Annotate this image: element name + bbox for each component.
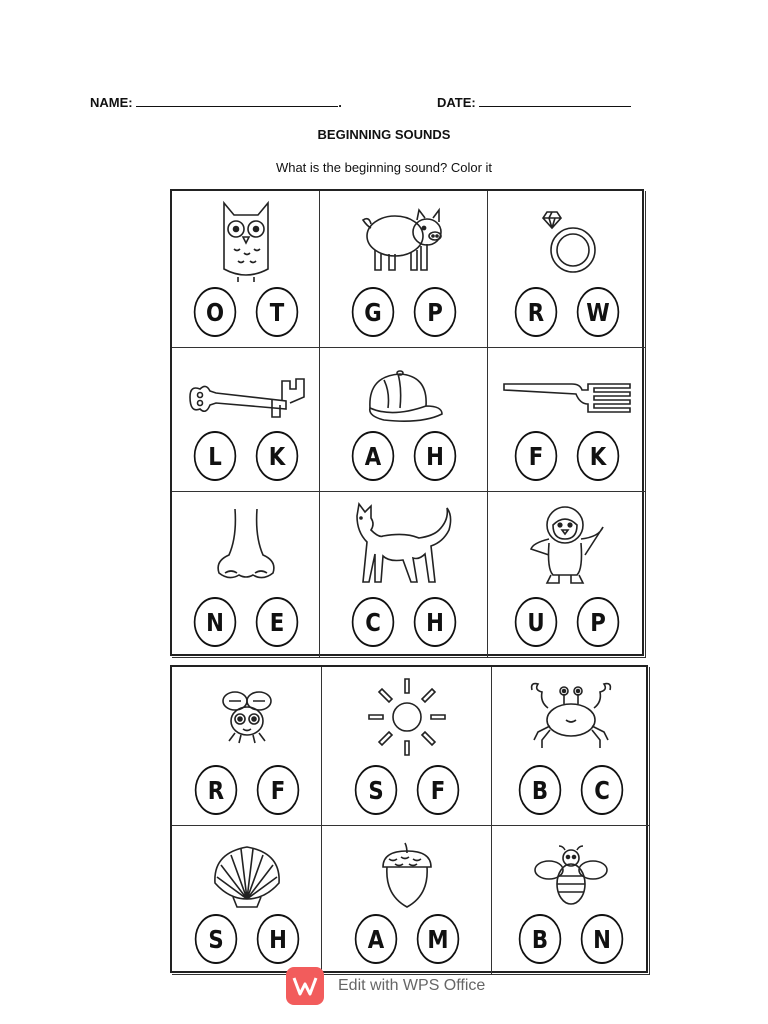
option-circle[interactable]: U — [514, 597, 557, 647]
option-circle[interactable]: H — [256, 914, 299, 964]
option-circle[interactable]: H — [413, 431, 456, 481]
option-circle[interactable]: C — [580, 765, 623, 815]
wps-logo-icon — [286, 967, 324, 1005]
card-cat — [320, 492, 488, 658]
date-line[interactable] — [479, 94, 631, 107]
instruction-text: What is the beginning sound? Color it — [275, 160, 493, 175]
option-circle[interactable]: E — [255, 597, 298, 647]
option-circle[interactable]: W — [576, 287, 619, 337]
option-circle[interactable]: K — [255, 431, 298, 481]
penguin-icon — [529, 503, 605, 587]
card-bee — [492, 826, 650, 975]
sun-icon — [367, 677, 447, 757]
option-circle[interactable]: P — [576, 597, 619, 647]
pig-icon — [359, 206, 449, 276]
picture-grid-2 — [170, 665, 648, 973]
picture-grid-1 — [170, 189, 644, 656]
ring-icon — [535, 206, 599, 276]
option-circle[interactable]: S — [354, 765, 397, 815]
option-circle[interactable]: F — [514, 431, 557, 481]
card-pig — [320, 191, 488, 348]
card-hat — [320, 348, 488, 492]
option-circle[interactable]: B — [518, 914, 561, 964]
name-label: NAME: — [90, 95, 133, 110]
card-shell — [172, 826, 322, 975]
nose-icon — [211, 507, 281, 587]
option-circle[interactable]: M — [416, 914, 459, 964]
cap-icon — [362, 368, 446, 428]
key-icon — [186, 375, 306, 421]
option-circle[interactable]: F — [416, 765, 459, 815]
card-nose — [172, 492, 320, 658]
card-crab — [492, 667, 650, 826]
option-circle[interactable]: L — [193, 431, 236, 481]
option-circle[interactable]: H — [413, 597, 456, 647]
option-circle[interactable]: R — [514, 287, 557, 337]
card-acorn — [322, 826, 492, 975]
option-circle[interactable]: F — [256, 765, 299, 815]
acorn-icon — [377, 841, 437, 911]
cat-icon — [349, 502, 459, 588]
date-label: DATE: — [437, 95, 476, 110]
fly-icon — [217, 687, 277, 747]
option-circle[interactable]: N — [193, 597, 236, 647]
option-circle[interactable]: N — [580, 914, 623, 964]
wps-text: Edit with WPS Office — [338, 977, 486, 994]
card-key — [172, 348, 320, 492]
name-field — [90, 94, 342, 110]
owl-icon — [216, 199, 276, 283]
card-penguin — [488, 492, 646, 658]
card-fly — [172, 667, 322, 826]
card-ring — [488, 191, 646, 348]
option-circle[interactable]: A — [351, 431, 394, 481]
option-circle[interactable]: G — [351, 287, 394, 337]
worksheet-title: BEGINNING SOUNDS — [317, 127, 451, 142]
option-circle[interactable]: R — [194, 765, 237, 815]
option-circle[interactable]: T — [255, 287, 298, 337]
bee-icon — [533, 844, 609, 908]
option-circle[interactable]: A — [354, 914, 397, 964]
name-trailer: . — [338, 95, 342, 110]
wps-watermark[interactable] — [286, 966, 485, 1006]
fork-icon — [502, 378, 632, 418]
date-field — [437, 94, 631, 110]
option-circle[interactable]: K — [576, 431, 619, 481]
option-circle[interactable]: C — [351, 597, 394, 647]
card-fork — [488, 348, 646, 492]
option-circle[interactable]: O — [193, 287, 236, 337]
crab-icon — [528, 682, 614, 752]
option-circle[interactable]: B — [518, 765, 561, 815]
card-sun — [322, 667, 492, 826]
option-circle[interactable]: S — [194, 914, 237, 964]
shell-icon — [209, 843, 285, 909]
card-owl — [172, 191, 320, 348]
option-circle[interactable]: P — [413, 287, 456, 337]
name-line[interactable] — [136, 94, 338, 107]
